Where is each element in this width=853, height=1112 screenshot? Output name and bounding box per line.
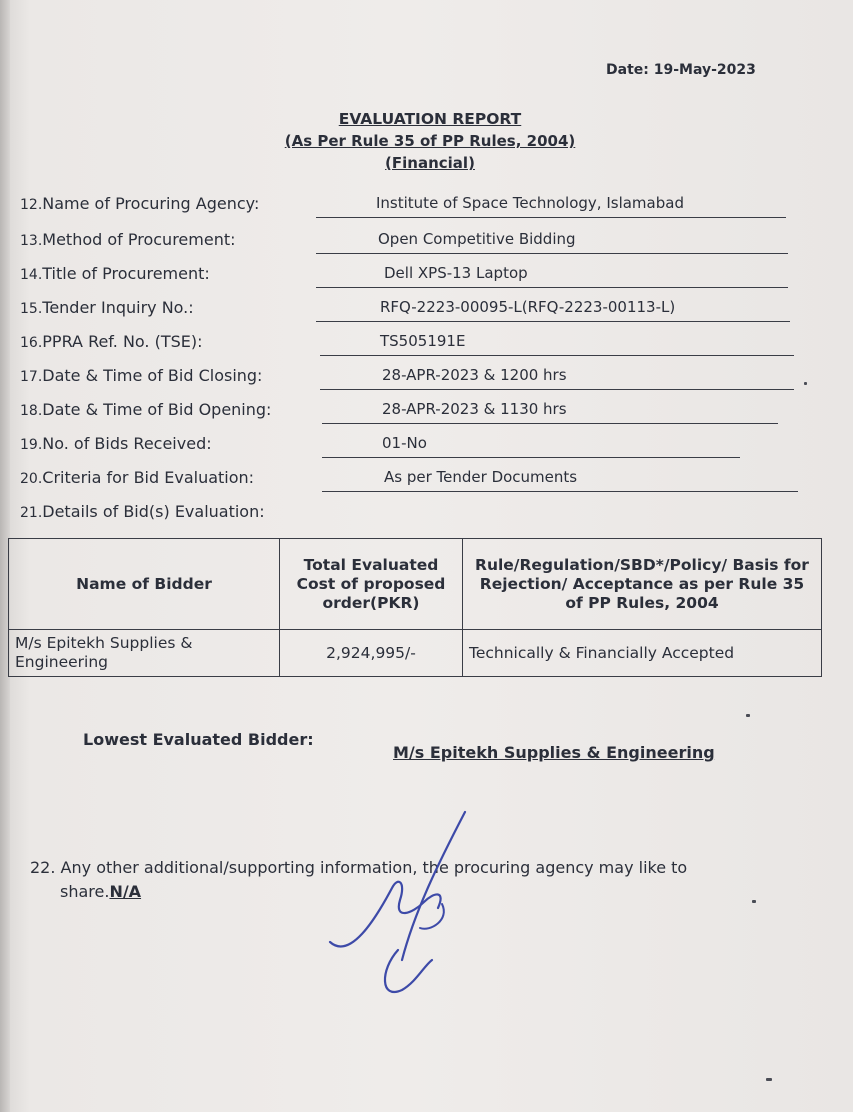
header-total-evaluated-cost: Total Evaluated Cost of proposed order(PKR) <box>280 539 463 630</box>
field-value: 28-APR-2023 & 1200 hrs <box>382 366 567 384</box>
field-value: RFQ-2223-00095-L(RFQ-2223-00113-L) <box>380 298 676 316</box>
field-value: 01-No <box>382 434 427 452</box>
report-subtitle-rule: (As Per Rule 35 of PP Rules, 2004) <box>284 132 576 150</box>
header-name-of-bidder: Name of Bidder <box>9 539 280 630</box>
table-row <box>9 630 822 677</box>
cell-evaluated-cost: 2,924,995/- <box>280 630 463 677</box>
paper-speck <box>804 382 807 385</box>
field-value: Dell XPS-13 Laptop <box>384 264 528 282</box>
paper-speck <box>746 714 750 717</box>
field-tender-inquiry-no: 15.Tender Inquiry No.: RFQ-2223-00095-L(RFQ-2223-00113-L) <box>20 296 810 324</box>
field-bid-details: 21.Details of Bid(s) Evaluation: <box>20 502 265 521</box>
table-header-row <box>9 539 822 630</box>
header-rule-basis: Rule/Regulation/SBD*/Policy/ Basis for Rejection/ Acceptance as per Rule 35 of PP Rules, 2004 <box>463 539 822 630</box>
cell-acceptance-basis: Technically & Financially Accepted <box>463 630 822 677</box>
field-evaluation-criteria: 20.Criteria for Bid Evaluation: As per Tender Documents <box>20 466 810 494</box>
signature-image <box>320 810 480 1000</box>
field-bid-closing: 17.Date & Time of Bid Closing: 28-APR-2023 & 1200 hrs <box>20 364 810 392</box>
field-value: Institute of Space Technology, Islamabad <box>376 194 684 212</box>
field-value: As per Tender Documents <box>384 468 578 486</box>
other-info-text: Any other additional/supporting information, the procuring agency may like to <box>60 858 688 877</box>
field-value: TS505191E <box>380 332 466 350</box>
lowest-bidder-value: M/s Epitekh Supplies & Engineering <box>393 743 715 762</box>
field-method-of-procurement: 13.Method of Procurement: Open Competitive Bidding <box>20 228 810 256</box>
bid-evaluation-table <box>8 538 822 677</box>
other-info-number: 22. <box>30 858 56 877</box>
field-ppra-ref-no: 16.PPRA Ref. No. (TSE): TS505191E <box>20 330 810 358</box>
share-text: share. <box>60 882 110 901</box>
cell-bidder-name: M/s Epitekh Supplies & Engineering <box>9 630 280 677</box>
report-date: Date: 19-May-2023 <box>606 62 756 78</box>
share-value: N/A <box>109 882 142 901</box>
paper-speck <box>766 1078 772 1081</box>
report-title: EVALUATION REPORT <box>338 110 522 128</box>
report-subtitle-type: (Financial) <box>385 154 475 172</box>
field-value: 28-APR-2023 & 1130 hrs <box>382 400 567 418</box>
field-bid-opening: 18.Date & Time of Bid Opening: 28-APR-2023 & 1130 hrs <box>20 398 810 426</box>
field-value: Open Competitive Bidding <box>378 230 576 248</box>
lowest-bidder-label: Lowest Evaluated Bidder: <box>83 730 314 749</box>
field-title-of-procurement: 14.Title of Procurement: Dell XPS-13 Laptop <box>20 262 810 290</box>
field-bids-received: 19.No. of Bids Received: 01-No <box>20 432 810 460</box>
field-procuring-agency: 12.Name of Procuring Agency: Institute of Space Technology, Islamabad <box>20 192 810 220</box>
paper-speck <box>752 900 756 903</box>
